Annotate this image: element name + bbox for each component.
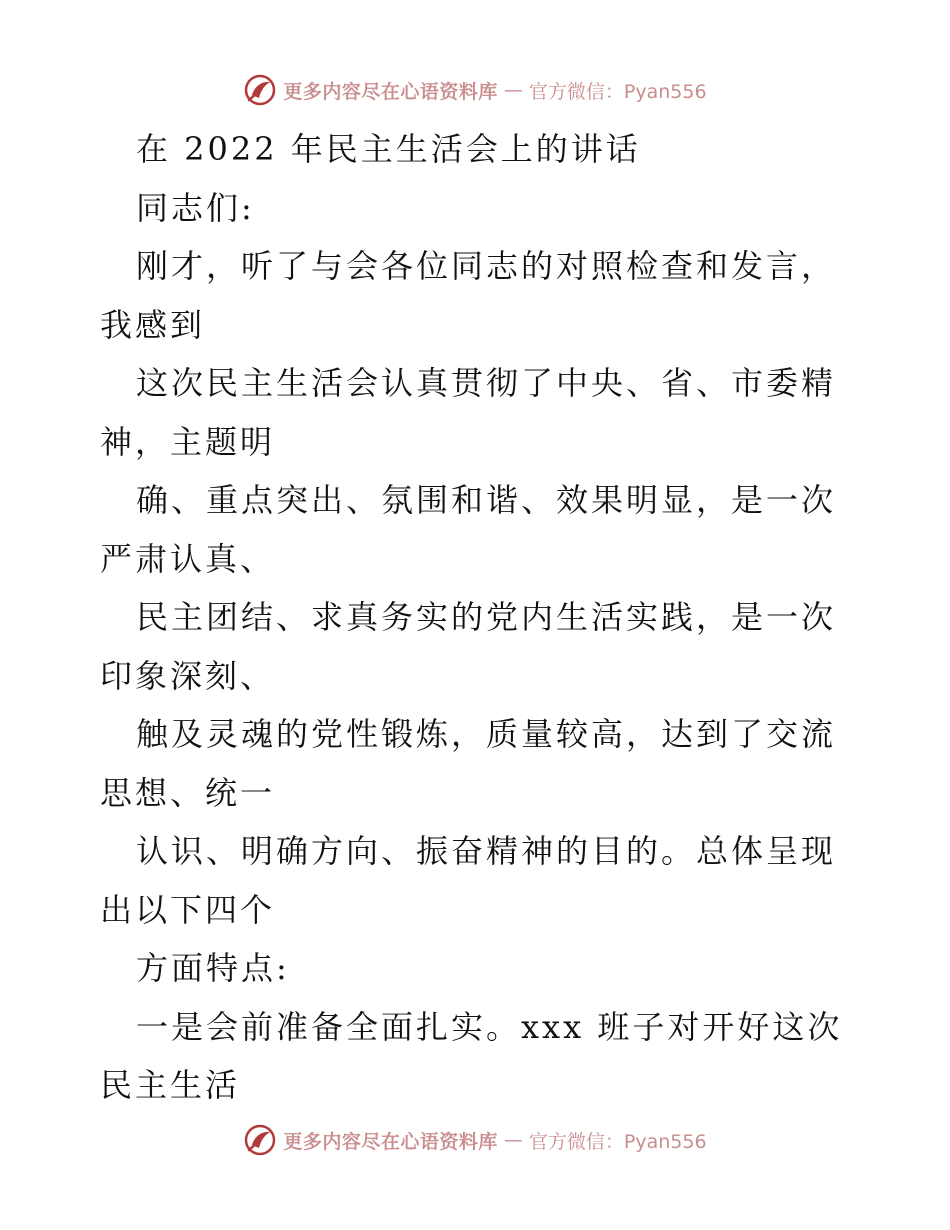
watermark-text: 更多内容尽在心语资料库 — [283, 80, 498, 103]
paragraph-line: 民主团结、求真务实的党内生活实践，是一次印象深刻、 — [100, 598, 837, 695]
watermark-separator: — — [503, 1129, 523, 1151]
document-title: 在 2022 年民主生活会上的讲话 — [136, 130, 641, 168]
paragraph-line: 触及灵魂的党性锻炼，质量较高，达到了交流思想、统一 — [100, 715, 837, 812]
brand-logo-icon — [243, 1123, 277, 1157]
brand-logo-icon — [243, 73, 277, 107]
document-body — [100, 120, 860, 1115]
paragraph-line: 一是会前准备全面扎实。xxx 班子对开好这次民主生活 — [100, 1007, 843, 1104]
paragraph-line: 确、重点突出、氛围和谐、效果明显，是一次严肃认真、 — [100, 481, 837, 578]
header-watermark — [0, 70, 950, 110]
watermark-separator: — — [503, 79, 523, 101]
paragraph-line: 认识、明确方向、振奋精神的目的。总体呈现出以下四个 — [100, 832, 837, 929]
footer-watermark — [0, 1120, 950, 1160]
watermark-account: 官方微信：Pyan556 — [528, 1130, 707, 1153]
paragraph-line: 方面特点: — [136, 949, 290, 987]
paragraph-line: 同志们: — [136, 188, 255, 227]
paragraph-line: 刚才，听了与会各位同志的对照检查和发言，我感到 — [100, 247, 837, 344]
watermark-account: 官方微信：Pyan556 — [528, 80, 707, 103]
watermark-text: 更多内容尽在心语资料库 — [283, 1130, 498, 1153]
paragraph-line: 这次民主生活会认真贯彻了中央、省、市委精神，主题明 — [100, 364, 837, 461]
